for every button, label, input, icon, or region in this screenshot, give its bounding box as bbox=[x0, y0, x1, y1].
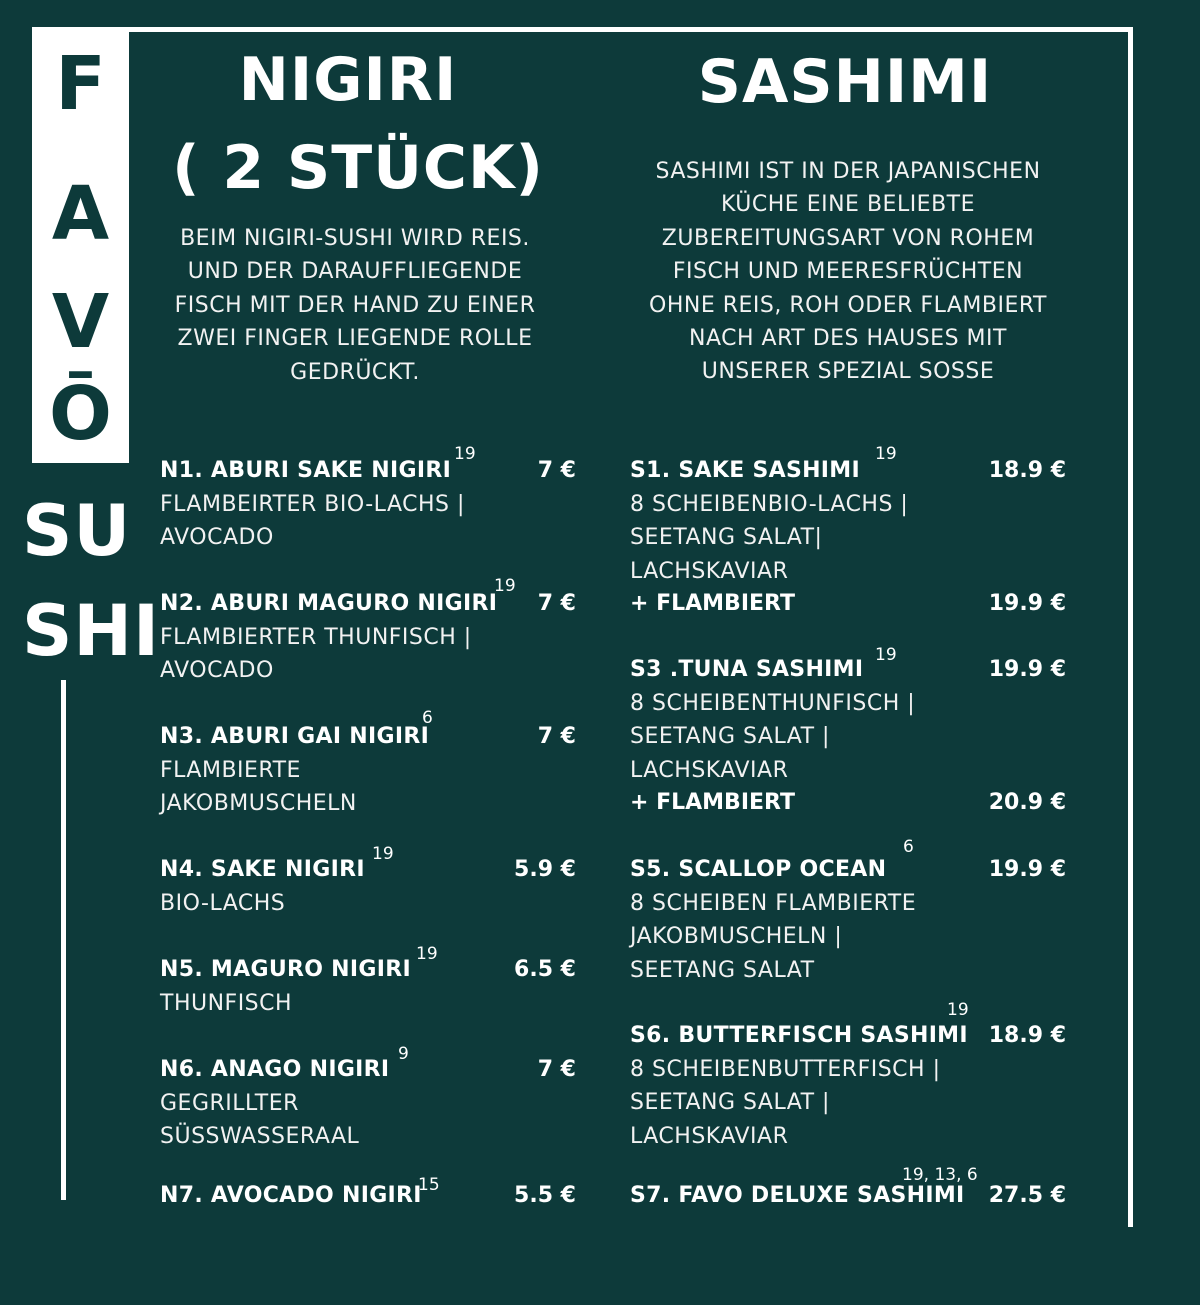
allergen-note: 19 bbox=[416, 944, 438, 964]
item-addon: + FLAMBIERT bbox=[630, 790, 795, 815]
item-description-line: 8 SCHEIBENTHUNFISCH | bbox=[630, 691, 916, 716]
item-description bbox=[630, 687, 915, 787]
item-name: S6. BUTTERFISCH SASHIMI bbox=[630, 1023, 968, 1048]
nigiri-title: NIGIRI bbox=[238, 45, 458, 115]
item-description bbox=[630, 887, 916, 987]
item-name: N6. ANAGO NIGIRI bbox=[160, 1057, 390, 1082]
allergen-note: 19 bbox=[947, 1000, 969, 1020]
item-description-line: LACHSKAVIAR bbox=[630, 757, 789, 783]
item-name: N1. ABURI SAKE NIGIRI bbox=[160, 458, 452, 483]
menu-item bbox=[630, 1000, 1066, 1149]
item-description-line: THUNFISCH bbox=[160, 991, 293, 1016]
item-description-line: 8 SCHEIBENBIO-LACHS | bbox=[630, 492, 909, 517]
item-price: 19.9 € bbox=[988, 857, 1066, 882]
item-description-line: JAKOBMUSCHELN | bbox=[630, 924, 843, 950]
description-line: NACH ART DES HAUSES MIT bbox=[689, 326, 1007, 352]
description-line: UNSERER SPEZIAL SOSSE bbox=[701, 359, 995, 385]
item-description-line: SEETANG SALAT | bbox=[630, 724, 830, 750]
brand-sushi-line-2: SHI bbox=[22, 590, 161, 672]
item-description-line: FLAMBEIRTER BIO-LACHS | bbox=[160, 492, 465, 517]
brand-logo-box bbox=[32, 27, 129, 463]
item-name: S1. SAKE SASHIMI bbox=[630, 458, 860, 483]
brand-letter-o: Ō bbox=[49, 371, 112, 457]
sashimi-description bbox=[628, 155, 1068, 389]
description-line: FISCH UND MEERESFRÜCHTEN bbox=[672, 259, 1024, 285]
item-price: 19.9 € bbox=[988, 657, 1066, 682]
item-description-line: AVOCADO bbox=[160, 525, 274, 551]
description-line: FISCH MIT DER HAND ZU EINER bbox=[174, 292, 536, 318]
nigiri-subtitle: ( 2 STÜCK) bbox=[172, 133, 544, 203]
description-line: BEIM NIGIRI-SUSHI WIRD REIS. bbox=[180, 226, 530, 251]
allergen-note: 19 bbox=[494, 576, 516, 596]
item-price: 5.9 € bbox=[514, 857, 576, 882]
item-description-line: FLAMBIERTER THUNFISCH | bbox=[160, 625, 472, 650]
brand-letter-a: A bbox=[51, 171, 110, 257]
description-line: ZWEI FINGER LIEGENDE ROLLE bbox=[177, 326, 533, 352]
allergen-note: 6 bbox=[903, 837, 914, 857]
description-line: UND DER DARAUFFLIEGENDE bbox=[187, 259, 523, 285]
menu-item bbox=[160, 1044, 576, 1179]
description-line: SASHIMI IST IN DER JAPANISCHEN bbox=[655, 159, 1041, 184]
item-price: 7 € bbox=[537, 1057, 576, 1082]
item-description bbox=[160, 488, 465, 555]
item-name: N2. ABURI MAGURO NIGIRI bbox=[160, 591, 498, 616]
item-description bbox=[160, 1087, 359, 1154]
item-description-line: JAKOBMUSCHELN bbox=[160, 791, 357, 817]
allergen-note: 19 bbox=[454, 444, 476, 464]
item-description-line: SÜSSWASSERAAL bbox=[160, 1124, 360, 1150]
item-name: S7. FAVO DELUXE SASHIMI bbox=[630, 1183, 965, 1208]
brand-sushi-line-1: SU bbox=[22, 490, 132, 572]
menu-item bbox=[630, 1165, 1066, 1305]
allergen-note: 19, 13, 6 bbox=[902, 1165, 978, 1185]
allergen-note: 19 bbox=[372, 844, 394, 864]
allergen-note: 15 bbox=[418, 1175, 440, 1195]
item-price: 5.5 € bbox=[514, 1183, 576, 1208]
item-description bbox=[160, 621, 472, 688]
item-description-line: AVOCADO bbox=[160, 658, 274, 684]
description-line: KÜCHE EINE BELIEBTE bbox=[720, 192, 976, 218]
item-addon: + FLAMBIERT bbox=[630, 591, 795, 616]
item-price: 6.5 € bbox=[514, 957, 576, 982]
item-description-line: BIO-LACHS bbox=[160, 891, 286, 916]
item-addon-price: 19.9 € bbox=[988, 591, 1066, 616]
item-price: 7 € bbox=[537, 458, 576, 483]
menu-item bbox=[160, 576, 576, 713]
description-line: ZUBEREITUNGSART VON ROHEM bbox=[661, 225, 1035, 251]
item-description-line: LACHSKAVIAR bbox=[630, 558, 789, 584]
item-price: 7 € bbox=[537, 724, 576, 749]
menu-item bbox=[630, 444, 1066, 620]
item-name: S5. SCALLOP OCEAN bbox=[630, 857, 887, 882]
item-price: 18.9 € bbox=[988, 458, 1066, 483]
item-name: N7. AVOCADO NIGIRI bbox=[160, 1183, 422, 1208]
description-line: OHNE REIS, ROH ODER FLAMBIERT bbox=[649, 292, 1047, 318]
item-description bbox=[160, 987, 292, 1020]
item-description bbox=[630, 1053, 941, 1153]
allergen-note: 9 bbox=[398, 1044, 409, 1064]
item-description-line: FLAMBIERTE bbox=[160, 758, 301, 783]
item-name: S3 .TUNA SASHIMI bbox=[630, 657, 864, 682]
menu-item bbox=[160, 444, 576, 580]
item-description-line: SEETANG SALAT| bbox=[630, 525, 823, 551]
item-description bbox=[160, 887, 285, 920]
menu-item bbox=[630, 645, 1066, 819]
sashimi-title: SASHIMI bbox=[697, 47, 993, 117]
menu-item bbox=[160, 1175, 576, 1305]
item-name: N3. ABURI GAI NIGIRI bbox=[160, 724, 430, 749]
allergen-note: 19 bbox=[875, 444, 897, 464]
allergen-note: 19 bbox=[875, 645, 897, 665]
item-name: N4. SAKE NIGIRI bbox=[160, 857, 365, 882]
menu-item bbox=[630, 837, 1066, 983]
item-description bbox=[160, 754, 357, 821]
item-description-line: LACHSKAVIAR bbox=[630, 1123, 789, 1149]
item-description bbox=[630, 488, 908, 588]
allergen-note: 6 bbox=[422, 708, 433, 728]
description-line: GEDRÜCKT. bbox=[290, 359, 420, 385]
brand-letter-f: F bbox=[55, 41, 106, 127]
menu-item bbox=[160, 708, 576, 846]
item-description-line: GEGRILLTER bbox=[160, 1091, 299, 1116]
item-price: 27.5 € bbox=[988, 1183, 1066, 1208]
item-description-line: SEETANG SALAT | bbox=[630, 1090, 830, 1116]
nigiri-description bbox=[150, 222, 560, 389]
item-name: N5. MAGURO NIGIRI bbox=[160, 957, 411, 982]
item-description-line: SEETANG SALAT bbox=[630, 957, 815, 983]
item-price: 18.9 € bbox=[988, 1023, 1066, 1048]
item-price: 7 € bbox=[537, 591, 576, 616]
item-description-line: 8 SCHEIBEN FLAMBIERTE bbox=[630, 891, 917, 916]
brand-letter-v: V bbox=[51, 279, 110, 365]
item-description-line: 8 SCHEIBENBUTTERFISCH | bbox=[630, 1057, 941, 1082]
item-addon-price: 20.9 € bbox=[988, 790, 1066, 815]
vertical-divider bbox=[61, 680, 66, 1200]
